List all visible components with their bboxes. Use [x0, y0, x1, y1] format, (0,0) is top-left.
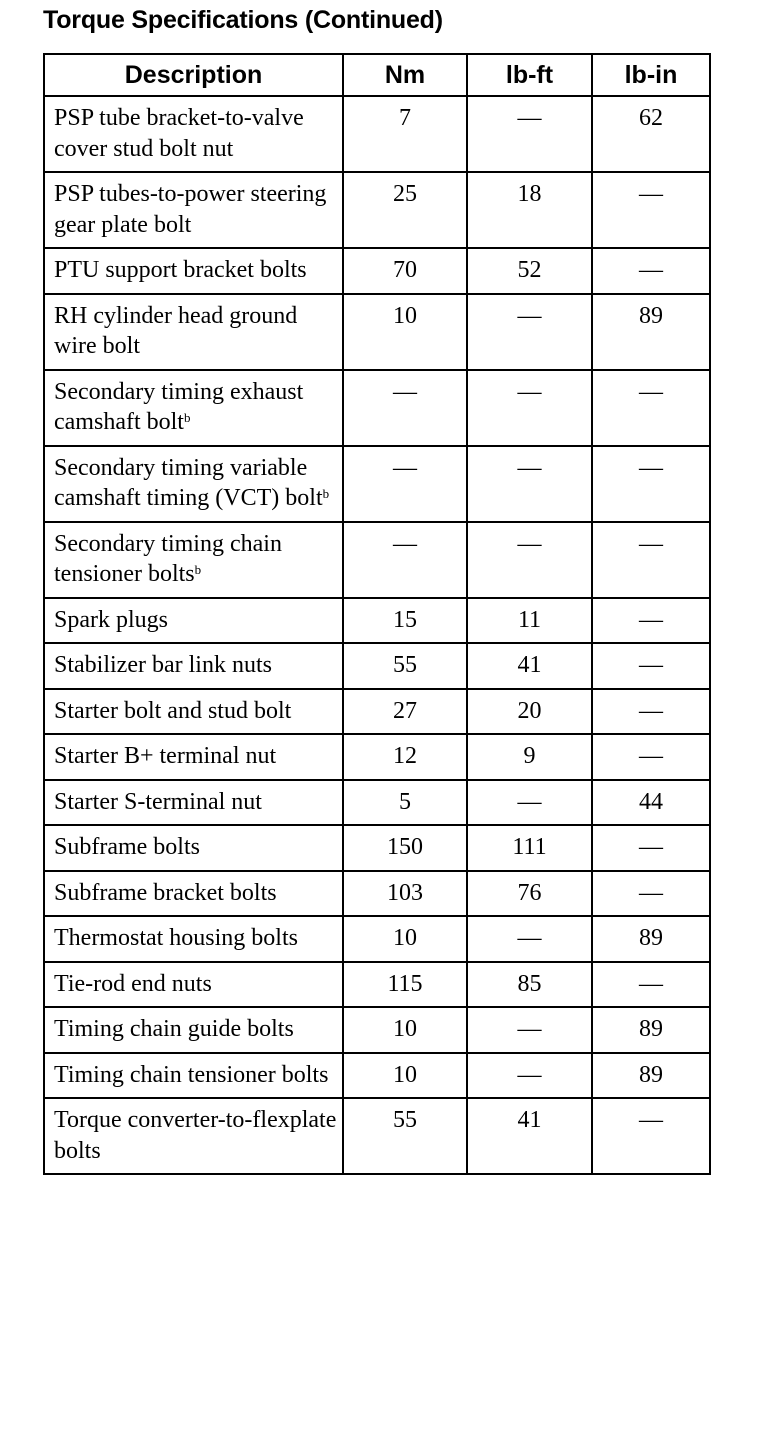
- description-cell: [44, 1098, 343, 1174]
- description-cell: [44, 522, 343, 598]
- description-cell: [44, 96, 343, 172]
- footnote-marker: b: [183, 410, 191, 425]
- table-row: [44, 780, 710, 826]
- description-text: Torque converter-to-flexplate bolts: [54, 1107, 337, 1164]
- description-text: Spark plugs: [54, 606, 168, 633]
- table-row: [44, 689, 710, 735]
- footnote-marker: b: [194, 562, 202, 577]
- lbft-value-cell: 85: [467, 962, 592, 1008]
- description-text: PSP tube bracket-to-valve cover stud bolt nut: [54, 105, 304, 162]
- description-text: PSP tubes-to-power steering gear plate bolt: [54, 181, 327, 238]
- lbin-value-cell: —: [592, 172, 710, 248]
- description-cell: [44, 370, 343, 446]
- table-row: [44, 370, 710, 446]
- lbft-value-cell: 111: [467, 825, 592, 871]
- description-text: Secondary timing exhaust camshaft bolt: [54, 378, 304, 435]
- lbin-value-cell: —: [592, 248, 710, 294]
- lbin-value-cell: —: [592, 522, 710, 598]
- lbin-value-cell: —: [592, 1098, 710, 1174]
- lbft-value-cell: —: [467, 446, 592, 522]
- lbft-value-cell: —: [467, 916, 592, 962]
- nm-value-cell: 10: [343, 294, 467, 370]
- lbin-value-cell: —: [592, 689, 710, 735]
- description-cell: [44, 294, 343, 370]
- description-text: Thermostat housing bolts: [54, 925, 298, 951]
- lbft-value-cell: —: [467, 294, 592, 370]
- nm-value-cell: 150: [343, 825, 467, 871]
- lbin-value-cell: —: [592, 734, 710, 780]
- description-cell: [44, 1007, 343, 1053]
- table-row: [44, 248, 710, 294]
- table-row: [44, 871, 710, 917]
- table-row: [44, 1007, 710, 1053]
- column-header-nm: Nm: [343, 54, 467, 96]
- lbin-value-cell: 62: [592, 96, 710, 172]
- table-row: [44, 643, 710, 689]
- nm-value-cell: —: [343, 446, 467, 522]
- page-title: Torque Specifications (Continued): [43, 6, 443, 34]
- lbft-value-cell: 11: [467, 598, 592, 644]
- description-cell: [44, 446, 343, 522]
- lbft-value-cell: —: [467, 370, 592, 446]
- description-cell: [44, 172, 343, 248]
- lbin-value-cell: —: [592, 643, 710, 689]
- nm-value-cell: 7: [343, 96, 467, 172]
- lbft-value-cell: 18: [467, 172, 592, 248]
- torque-spec-table: [43, 53, 711, 1175]
- description-cell: [44, 734, 343, 780]
- description-cell: [44, 916, 343, 962]
- description-text: Starter B+ terminal nut: [54, 743, 277, 769]
- description-text: Subframe bracket bolts: [54, 879, 277, 906]
- lbin-value-cell: —: [592, 370, 710, 446]
- description-text: Starter S-terminal nut: [54, 788, 262, 815]
- nm-value-cell: 10: [343, 916, 467, 962]
- footnote-marker: b: [322, 486, 330, 501]
- lbft-value-cell: 41: [467, 1098, 592, 1174]
- description-text: Secondary timing variable camshaft timing (VCT) bolt: [54, 454, 323, 511]
- table-row: [44, 1053, 710, 1099]
- lbin-value-cell: —: [592, 598, 710, 644]
- table-row: [44, 1098, 710, 1174]
- table-row: [44, 172, 710, 248]
- nm-value-cell: 10: [343, 1053, 467, 1099]
- description-cell: [44, 598, 343, 644]
- column-header-lbft: lb-ft: [467, 54, 592, 96]
- nm-value-cell: —: [343, 522, 467, 598]
- table-row: [44, 522, 710, 598]
- lbin-value-cell: —: [592, 446, 710, 522]
- table-row: [44, 734, 710, 780]
- lbft-value-cell: 52: [467, 248, 592, 294]
- nm-value-cell: 12: [343, 734, 467, 780]
- lbin-value-cell: 89: [592, 916, 710, 962]
- nm-value-cell: 103: [343, 871, 467, 917]
- description-text: Timing chain guide bolts: [54, 1016, 294, 1042]
- table-row: [44, 916, 710, 962]
- nm-value-cell: 27: [343, 689, 467, 735]
- description-text: RH cylinder head ground wire bolt: [54, 302, 298, 359]
- lbft-value-cell: —: [467, 1053, 592, 1099]
- nm-value-cell: 25: [343, 172, 467, 248]
- table-row: [44, 96, 710, 172]
- description-text: Subframe bolts: [54, 834, 200, 860]
- table-row: [44, 598, 710, 644]
- description-text: PTU support bracket bolts: [54, 257, 307, 283]
- table-row: [44, 825, 710, 871]
- lbft-value-cell: —: [467, 780, 592, 826]
- description-cell: [44, 689, 343, 735]
- nm-value-cell: 55: [343, 1098, 467, 1174]
- table-row: [44, 962, 710, 1008]
- nm-value-cell: 15: [343, 598, 467, 644]
- description-cell: [44, 780, 343, 826]
- nm-value-cell: 10: [343, 1007, 467, 1053]
- lbft-value-cell: —: [467, 96, 592, 172]
- nm-value-cell: 55: [343, 643, 467, 689]
- table-header-row: [44, 54, 710, 96]
- lbin-value-cell: —: [592, 962, 710, 1008]
- table-row: [44, 446, 710, 522]
- description-text: Starter bolt and stud bolt: [54, 697, 292, 724]
- nm-value-cell: 5: [343, 780, 467, 826]
- description-cell: [44, 248, 343, 294]
- description-text: Timing chain tensioner bolts: [54, 1061, 329, 1088]
- lbin-value-cell: 89: [592, 1053, 710, 1099]
- nm-value-cell: 115: [343, 962, 467, 1008]
- lbft-value-cell: 20: [467, 689, 592, 735]
- description-text: Secondary timing chain tensioner bolts: [54, 530, 282, 587]
- lbft-value-cell: 41: [467, 643, 592, 689]
- description-cell: [44, 962, 343, 1008]
- description-text: Tie-rod end nuts: [54, 970, 212, 997]
- lbin-value-cell: —: [592, 825, 710, 871]
- table-body: [44, 96, 710, 1174]
- description-cell: [44, 643, 343, 689]
- lbft-value-cell: —: [467, 522, 592, 598]
- nm-value-cell: —: [343, 370, 467, 446]
- lbft-value-cell: 76: [467, 871, 592, 917]
- column-header-lbin: lb-in: [592, 54, 710, 96]
- nm-value-cell: 70: [343, 248, 467, 294]
- description-cell: [44, 1053, 343, 1099]
- lbin-value-cell: —: [592, 871, 710, 917]
- lbft-value-cell: 9: [467, 734, 592, 780]
- description-cell: [44, 825, 343, 871]
- lbft-value-cell: —: [467, 1007, 592, 1053]
- description-text: Stabilizer bar link nuts: [54, 652, 272, 678]
- column-header-description: Description: [44, 54, 343, 96]
- lbin-value-cell: 89: [592, 1007, 710, 1053]
- table-row: [44, 294, 710, 370]
- description-cell: [44, 871, 343, 917]
- lbin-value-cell: 89: [592, 294, 710, 370]
- lbin-value-cell: 44: [592, 780, 710, 826]
